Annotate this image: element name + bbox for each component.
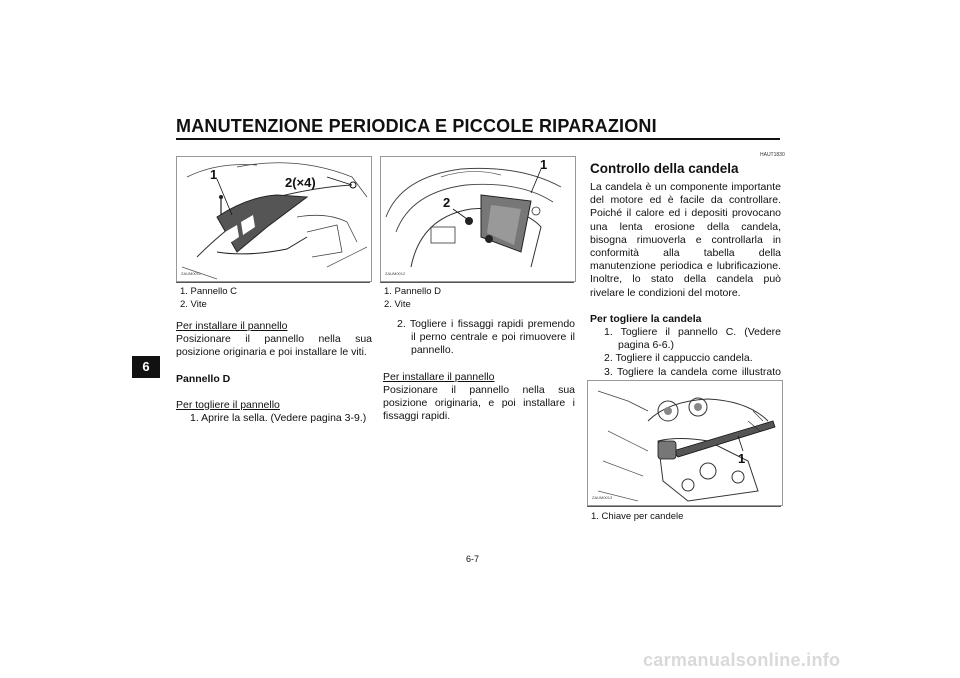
spark-plug-illustration xyxy=(588,381,782,505)
caption-list xyxy=(384,286,441,311)
figure-panel-d xyxy=(380,156,576,282)
watermark: carmanualsonline.info xyxy=(643,650,841,670)
caption-divider xyxy=(380,282,574,283)
section-title: Controllo della candela xyxy=(590,161,739,176)
caption-list xyxy=(180,286,237,311)
callout-1: 1 xyxy=(210,167,218,182)
remove-heading: Per togliere la candela xyxy=(590,312,702,325)
install-text: Posizionare il pannello nella sua posizione originaria, e poi installare i fissaggi rapidi. xyxy=(383,383,575,423)
callout-2: 2 xyxy=(443,195,451,210)
caption-list xyxy=(591,511,683,524)
figure-spark-plug-wrench xyxy=(587,380,783,506)
step-item: 1. Togliere il pannello C. (Vedere pagina 6-6.) xyxy=(604,326,781,352)
caption-item: 2. Vite xyxy=(384,298,411,310)
panel-d-heading: Pannello D xyxy=(176,372,231,385)
title-divider xyxy=(176,138,780,140)
callout-2: 2(×4) xyxy=(285,175,316,190)
step-item: 3. Togliere la candela come illustrato xyxy=(604,365,781,378)
figure-code: ZAUM0012 xyxy=(385,271,406,276)
panel-c-illustration xyxy=(177,157,371,281)
caption-item: 1. Pannello C xyxy=(180,286,238,297)
figure-code: ZAUM0011 xyxy=(181,271,201,276)
caption-item: 1. Chiave per candele xyxy=(591,511,684,522)
install-heading: Per installare il pannello xyxy=(383,370,495,383)
step-item: 2. Togliere il cappuccio candela. xyxy=(604,352,753,365)
step-item: 1. Aprire la sella. (Vedere pagina 3-9.) xyxy=(190,412,367,425)
caption-divider xyxy=(587,506,781,507)
caption-divider xyxy=(176,282,370,283)
section-code: HAUT1830 xyxy=(760,152,785,158)
page-title: MANUTENZIONE PERIODICA E PICCOLE RIPARAZIONI xyxy=(176,116,657,136)
callout-1: 1 xyxy=(540,157,548,172)
caption-item: 1. Pannello D xyxy=(384,286,442,297)
left-column-text xyxy=(176,320,372,425)
figure-code: ZAUM0013 xyxy=(592,495,613,500)
intro-text: La candela è un componente importante del motore ed è facile da controllare. Poiché il calore ed i depositi provocano una lenta erosione della candela, bisogna rimuoverla e controllarla in conformità alla tabella della manutenzione periodica e lubrificazione. Inoltre, lo stato della candela può rivelare le condizioni del motore. xyxy=(590,181,781,299)
figure-panel-c xyxy=(176,156,372,282)
panel-d-illustration xyxy=(381,157,575,281)
step-item: 2. Togliere i fissaggi rapidi premendo il perno centrale e poi rimuovere il pannello. xyxy=(397,318,575,357)
remove-heading: Per togliere il pannello xyxy=(176,398,280,411)
callout-1: 1 xyxy=(738,451,746,466)
right-column-text xyxy=(590,181,781,405)
install-heading: Per installare il pannello xyxy=(176,320,288,332)
chapter-tab: 6 xyxy=(132,356,160,378)
middle-column-text xyxy=(383,318,575,423)
caption-item: 2. Vite xyxy=(180,298,207,310)
page-number: 6-7 xyxy=(466,554,480,564)
install-text: Posizionare il pannello nella sua posizione originaria e poi installare le viti. xyxy=(176,333,372,359)
